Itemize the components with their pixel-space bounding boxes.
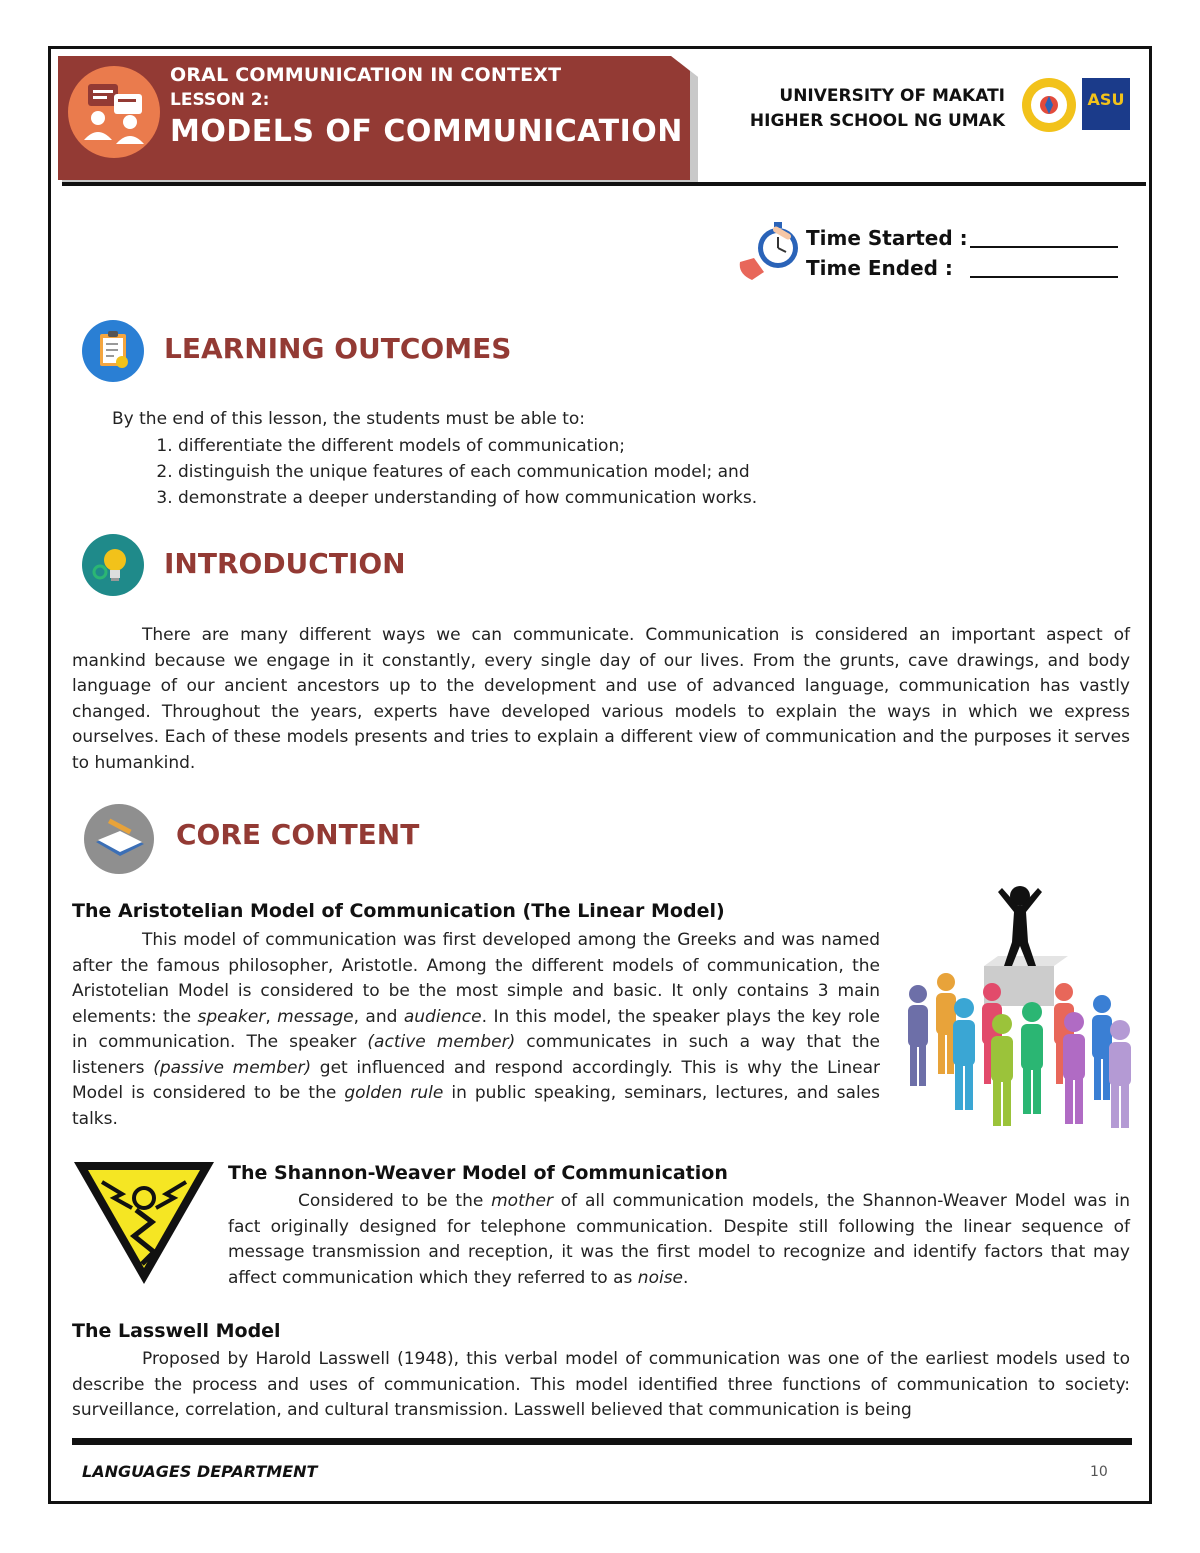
university-name: UNIVERSITY OF MAKATI bbox=[779, 86, 1005, 106]
aristotle-paragraph: This model of communication was first developed among the Greeks and was named after the famous philosopher, Aristotle. Among the different models of communication, the Aristotelian Model is considered to be the most simple and basic. It only contains 3 main elements: the speaker, message, and audience. In this model, the speaker plays the key role in communication. The speaker (active member) communicates in such a way that the listeners (passive member) get influenced and respond accordingly. This is why the Linear Model is considered to be the golden rule in public speaking, seminars, lectures, and sales talks. bbox=[72, 930, 880, 1129]
learning-outcomes-heading: LEARNING OUTCOMES bbox=[164, 332, 512, 365]
page-title: MODELS OF COMMUNICATION bbox=[170, 114, 683, 149]
course-title: ORAL COMMUNICATION IN CONTEXT bbox=[170, 64, 562, 86]
outcomes-list bbox=[130, 433, 757, 511]
lasswell-paragraph: Proposed by Harold Lasswell (1948), this verbal model of communication was one of the earliest models used to describe the process and uses of communication. This model identified three functions of communication to society: surveillance, correlation, and cultural transmission. Lasswell believed that communication is being bbox=[72, 1349, 1130, 1420]
time-ended-label: Time Ended : bbox=[806, 256, 953, 280]
footer-divider bbox=[72, 1438, 1132, 1445]
warning-lightning-icon bbox=[72, 1160, 216, 1286]
communication-icon bbox=[68, 66, 160, 158]
asu-logo: ASU bbox=[1082, 78, 1130, 130]
department-label: LANGUAGES DEPARTMENT bbox=[82, 1462, 318, 1481]
list-item: 3. demonstrate a deeper understanding of how communication works. bbox=[178, 485, 757, 511]
time-started-label: Time Started : bbox=[806, 226, 968, 250]
core-content-heading: CORE CONTENT bbox=[176, 818, 420, 851]
stopwatch-icon bbox=[734, 214, 804, 284]
header-divider bbox=[62, 182, 1146, 186]
school-name: HIGHER SCHOOL NG UMAK bbox=[749, 111, 1005, 131]
page-number: 10 bbox=[1090, 1464, 1108, 1480]
list-item: 1. differentiate the different models of communication; bbox=[178, 433, 757, 459]
time-started-field[interactable] bbox=[970, 246, 1118, 248]
shannon-heading: The Shannon-Weaver Model of Communication bbox=[228, 1162, 728, 1184]
speaker-audience-illustration bbox=[898, 884, 1138, 1132]
introduction-paragraph: There are many different ways we can communicate. Communication is considered an important aspect of mankind because we engage in it constantly, every single day of our lives. From the grunts, cave drawings, and body language of our ancient ancestors up to the development and use of advanced language, communication has vastly changed. Throughout the years, experts have developed various models to explain the ways in which we express ourselves. Each of these models presents and tries to explain a different view of communication and the purposes it serves to humankind. bbox=[72, 625, 1130, 773]
lesson-label: LESSON 2: bbox=[170, 90, 270, 110]
aristotle-heading: The Aristotelian Model of Communication (The Linear Model) bbox=[72, 900, 725, 922]
lightbulb-icon bbox=[82, 534, 144, 596]
shannon-paragraph: Considered to be the mother of all communication models, the Shannon-Weaver Model was in fact originally designed for telephone communication. Despite still following the linear sequence of message transmission and reception, it was the first model to recognize and identify factors that may affect communication which they referred to as noise. bbox=[228, 1191, 1130, 1288]
lasswell-heading: The Lasswell Model bbox=[72, 1320, 281, 1342]
seal-center bbox=[1031, 87, 1067, 123]
clipboard-icon bbox=[82, 320, 144, 382]
list-item: 2. distinguish the unique features of each communication model; and bbox=[178, 459, 757, 485]
outcomes-intro: By the end of this lesson, the students must be able to: bbox=[112, 409, 586, 429]
introduction-heading: INTRODUCTION bbox=[164, 547, 406, 580]
time-ended-field[interactable] bbox=[970, 276, 1118, 278]
book-icon bbox=[84, 804, 154, 874]
